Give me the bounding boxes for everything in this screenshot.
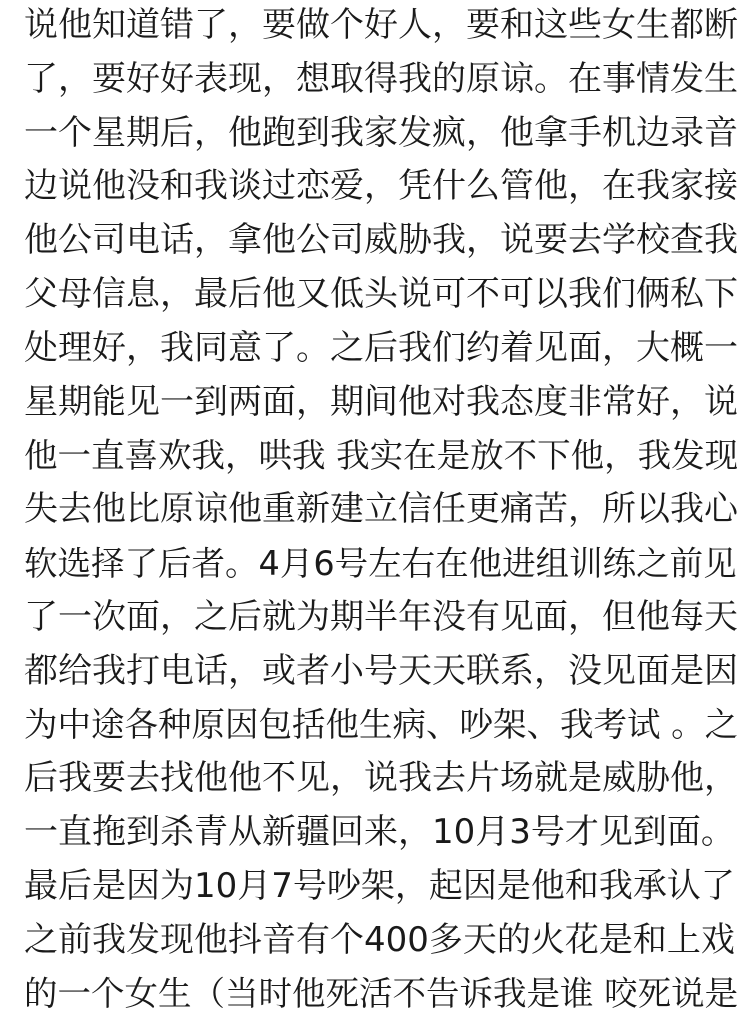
text-line-4: 边说他没和我谈过恋爱，凭什么管他，在我家接 bbox=[24, 166, 738, 207]
text-line-2: 了，要好好表现，想取得我的原谅。在事情发生 bbox=[24, 58, 738, 99]
text-line-18: 之前我发现他抖音有个400多天的火花是和上戏 bbox=[24, 919, 735, 960]
text-line-6: 父母信息，最后他又低头说可不可以我们俩私下 bbox=[24, 273, 738, 314]
text-line-17: 最后是因为10月7号吵架，起因是他和我承认了 bbox=[24, 865, 735, 906]
text-line-8: 星期能见一到两面，期间他对我态度非常好，说 bbox=[24, 381, 738, 422]
text-line-19: 的一个女生（当时他死活不告诉我是谁 咬死说是 bbox=[24, 974, 739, 1014]
text-line-15: 后我要去找他他不见，说我去片场就是威胁他， bbox=[24, 758, 738, 799]
text-line-9: 他一直喜欢我，哄我 我实在是放不下他，我发现 bbox=[24, 436, 739, 476]
text-line-10: 失去他比原谅他重新建立信任更痛苦，所以我心 bbox=[24, 489, 738, 530]
text-line-5: 他公司电话，拿他公司威胁我，说要去学校查我 bbox=[24, 220, 738, 261]
text-line-13: 都给我打电话，或者小号天天联系，没见面是因 bbox=[24, 650, 738, 691]
text-line-12: 了一次面，之后就为期半年没有见面，但他每天 bbox=[24, 596, 738, 637]
text-line-11: 软选择了后者。4月6号左右在他进组训练之前见 bbox=[24, 543, 737, 583]
body-text bbox=[24, 0, 740, 1021]
text-line-3: 一个星期后，他跑到我家发疯，他拿手机边录音 bbox=[24, 112, 738, 153]
text-line-1: 说他知道错了，要做个好人，要和这些女生都断 bbox=[24, 5, 738, 45]
text-line-16: 一直拖到杀青从新疆回来，10月3号才见到面。 bbox=[24, 811, 735, 852]
text-line-7: 处理好，我同意了。之后我们约着见面，大概一 bbox=[24, 327, 738, 368]
text-line-14: 为中途各种原因包括他生病、吵架、我考试 。之 bbox=[24, 705, 739, 745]
